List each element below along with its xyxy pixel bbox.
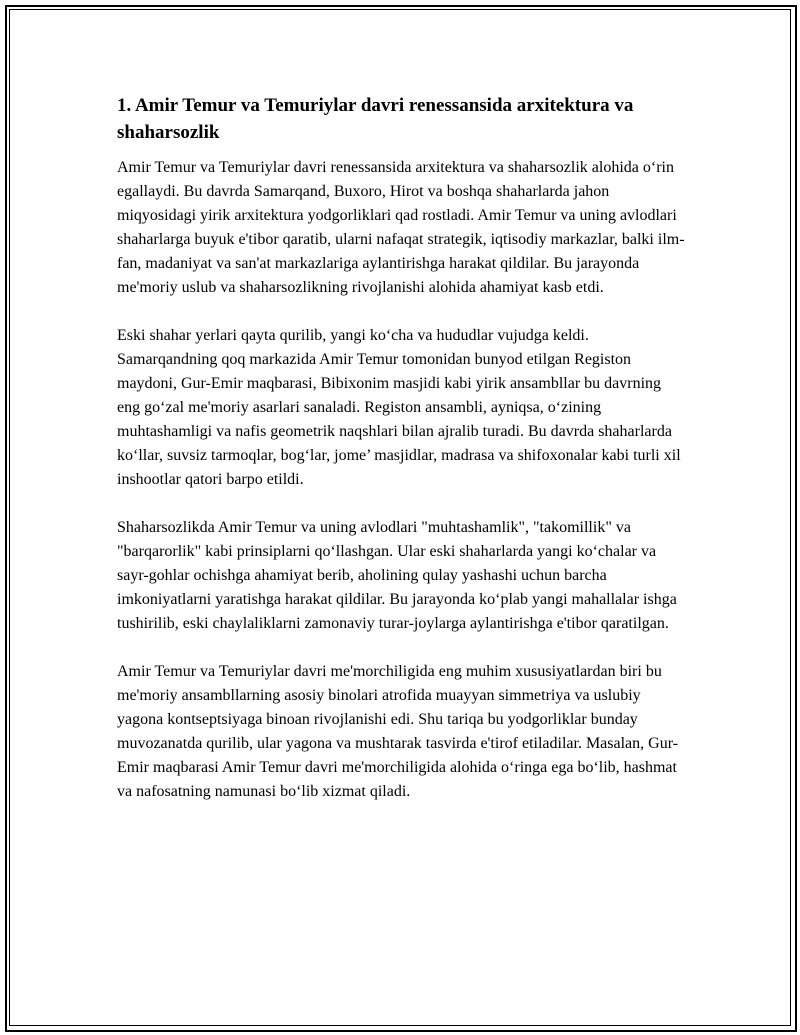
document-body [117, 92, 687, 828]
paragraph-2: Eski shahar yerlari qayta qurilib, yangi ko‘cha va hududlar vujudga keldi. Samarqandning qoq markazida Amir Temur tomonidan bunyod etilgan Registon maydoni, Gur-Emir maqbarasi, Bibixonim masjidi kabi yirik ansambllar bu davrning eng go‘zal me'moriy asarlari sanaladi. Registon ansambli, ayniqsa, o‘zining muhtashamligi va nafis geometrik naqshlari bilan ajralib turadi. Bu davrda shaharlarda ko‘llar, suvsiz tarmoqlar, bog‘lar, jome’ masjidlar, madrasa va shifoxonalar kabi turli xil inshootlar qatori barpo etildi. [117, 327, 681, 488]
paragraph-1: Amir Temur va Temuriylar davri renessansida arxitektura va shaharsozlik alohida o‘rin egallaydi. Bu davrda Samarqand, Buxoro, Hirot va boshqa shaharlarda jahon miqyosidagi yirik arxitektura yodgorliklari qad rostladi. Amir Temur va uning avlodlari shaharlarga buyuk e'tibor qaratib, ularni nafaqat strategik, iqtisodiy markazlar, balki ilm-fan, madaniyat va san'at markazlariga aylantirishga harakat qildilar. Bu jarayonda me'moriy uslub va shaharsozlikning rivojlanishi alohida ahamiyat kasb etdi. [117, 159, 685, 296]
paragraph-4: Amir Temur va Temuriylar davri me'morchiligida eng muhim xususiyatlardan biri bu me'moriy ansambllarning asosiy binolari atrofida muayyan simmetriya va uslubiy yagona kontseptsiyaga binoan rivojlanishi edi. Shu tariqa bu yodgorliklar bunday muvozanatda qurilib, ular yagona va mushtarak tasvirda e'tirof etiladilar. Masalan, Gur-Emir maqbarasi Amir Temur davri me'morchiligida alohida o‘ringa ega bo‘lib, hashmat va nafosatning namunasi bo‘lib xizmat qiladi. [117, 663, 679, 800]
section-heading: 1. Amir Temur va Temuriylar davri renessansida arxitektura va shaharsozlik [117, 95, 634, 143]
paragraph-3: Shaharsozlikda Amir Temur va uning avlodlari "muhtashamlik", "takomillik" va "barqarorlik" kabi prinsiplarni qo‘llashgan. Ular eski shaharlarda yangi ko‘chalar va sayr-gohlar ochishga ahamiyat berib, aholining qulay yashashi uchun barcha imkoniyatlarni yaratishga harakat qildilar. Bu jarayonda ko‘plab yangi mahallalar ishga tushirilib, eski chaylaliklarni zamonaviy turar-joylarga aylantirishga e'tibor qaratilgan. [117, 519, 677, 632]
